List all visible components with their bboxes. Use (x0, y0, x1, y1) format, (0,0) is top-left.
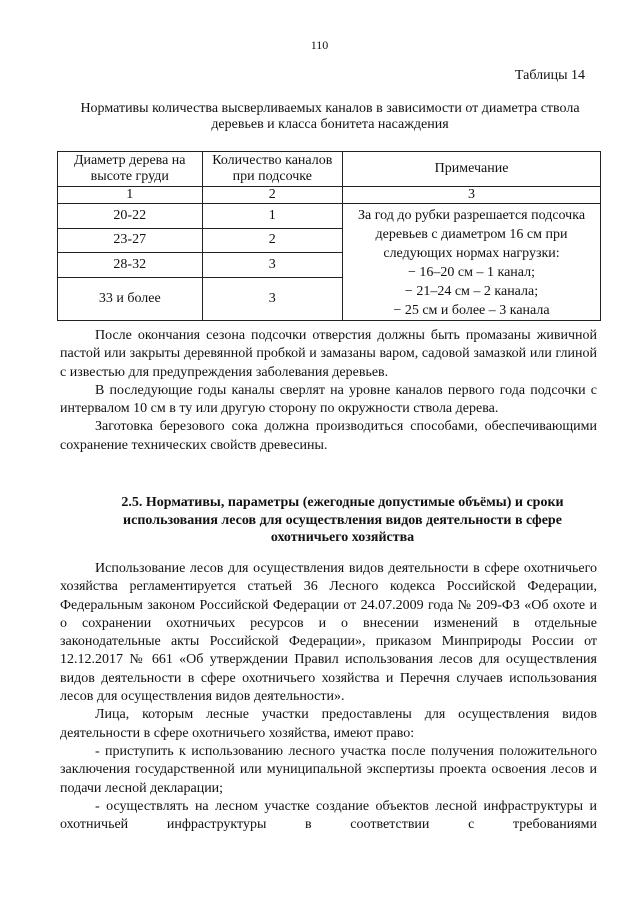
column-number: 2 (202, 187, 343, 204)
paragraph: - осуществлять на лесном участке создание объектов лесной инфраструктуры и охотничьей инфраструктуры в соответствии с требованиями (60, 798, 597, 833)
diameter-cell: 28-32 (58, 253, 203, 278)
table-label: Таблицы 14 (514, 68, 585, 83)
note-line: − 21–24 см – 2 канала; (404, 284, 539, 299)
header-note: Примечание (343, 152, 601, 187)
paragraph: - приступить к использованию лесного участка после получения положительного заключения государственной или муниципальной экспертизы проекта освоения лесов и подачи лесной декларации; (60, 743, 597, 796)
paragraph: После окончания сезона подсочки отверстия должны быть промазаны живичной пастой или закрыты деревянной пробкой и замазаны варом, садовой замазкой или глиной с известью для предупреждения заболевания деревьев. (60, 328, 597, 380)
note-cell (343, 204, 601, 321)
note-line: − 25 см и более – 3 канала (393, 303, 550, 318)
paragraph: Заготовка березового сока должна производиться способами, обеспечивающими сохранение технических свойств древесины. (60, 419, 597, 453)
channels-cell: 2 (202, 228, 343, 253)
table-row (58, 204, 601, 229)
paragraph: Использование лесов для осуществления видов деятельности в сфере охотничьего хозяйства регламентируется статьей 36 Лесного кодекса Российской Федерации, Федеральным законом Российской Федерации от 24.07.2009 года № 209-ФЗ «Об охоте и о сохранении охотничьих ресурсов и о внесении изменений в отдельные законодательные акты Российской Федерации», приказом Минприроды России от 12.12.2017 № 661 «Об утверждении Правил использования лесов для осуществления видов деятельности в сфере охотничьего хозяйства и Перечня случаев использования лесов для осуществления видов деятельности». (60, 561, 597, 705)
header-channels: Количество каналов при подсочке (202, 152, 343, 187)
paragraph: Лица, которым лесные участки предоставлены для осуществления видов деятельности в сфере охотничьего хозяйства, имеют право: (60, 707, 597, 741)
page-number: 110 (310, 38, 329, 52)
note-line: деревьев с диаметром 16 см при (375, 227, 568, 242)
note-line: − 16–20 см – 1 канал; (408, 265, 536, 280)
channels-cell: 3 (202, 277, 343, 321)
table-caption: Нормативы количества высверливаемых каналов в зависимости от диаметра ствола деревьев и класса бонитета насаждения (80, 101, 580, 132)
note-line: следующих нормах нагрузки: (383, 246, 560, 261)
channels-cell: 3 (202, 253, 343, 278)
section-heading: 2.5. Нормативы, параметры (ежегодные допустимые объёмы) и сроки использования лесов для осуществления видов деятельности в сфере охотничьего хозяйства (121, 495, 564, 545)
table-header-row (58, 152, 601, 187)
diameter-cell: 33 и более (58, 277, 203, 321)
paragraph: В последующие годы каналы сверлят на уровне каналов первого года подсочки с интервалом 10 см в ту или другую сторону по окружности ствола дерева. (60, 382, 597, 417)
column-number: 1 (58, 187, 203, 204)
channels-cell: 1 (202, 204, 343, 229)
column-number: 3 (343, 187, 601, 204)
body-text-after-section (60, 560, 597, 834)
table-column-number-row (58, 187, 601, 204)
header-diameter: Диаметр дерева на высоте груди (58, 152, 203, 187)
norms-table (57, 151, 601, 321)
diameter-cell: 23-27 (58, 228, 203, 253)
diameter-cell: 20-22 (58, 204, 203, 229)
body-text-before-section (60, 327, 597, 455)
note-line: За год до рубки разрешается подсочка (358, 208, 586, 223)
